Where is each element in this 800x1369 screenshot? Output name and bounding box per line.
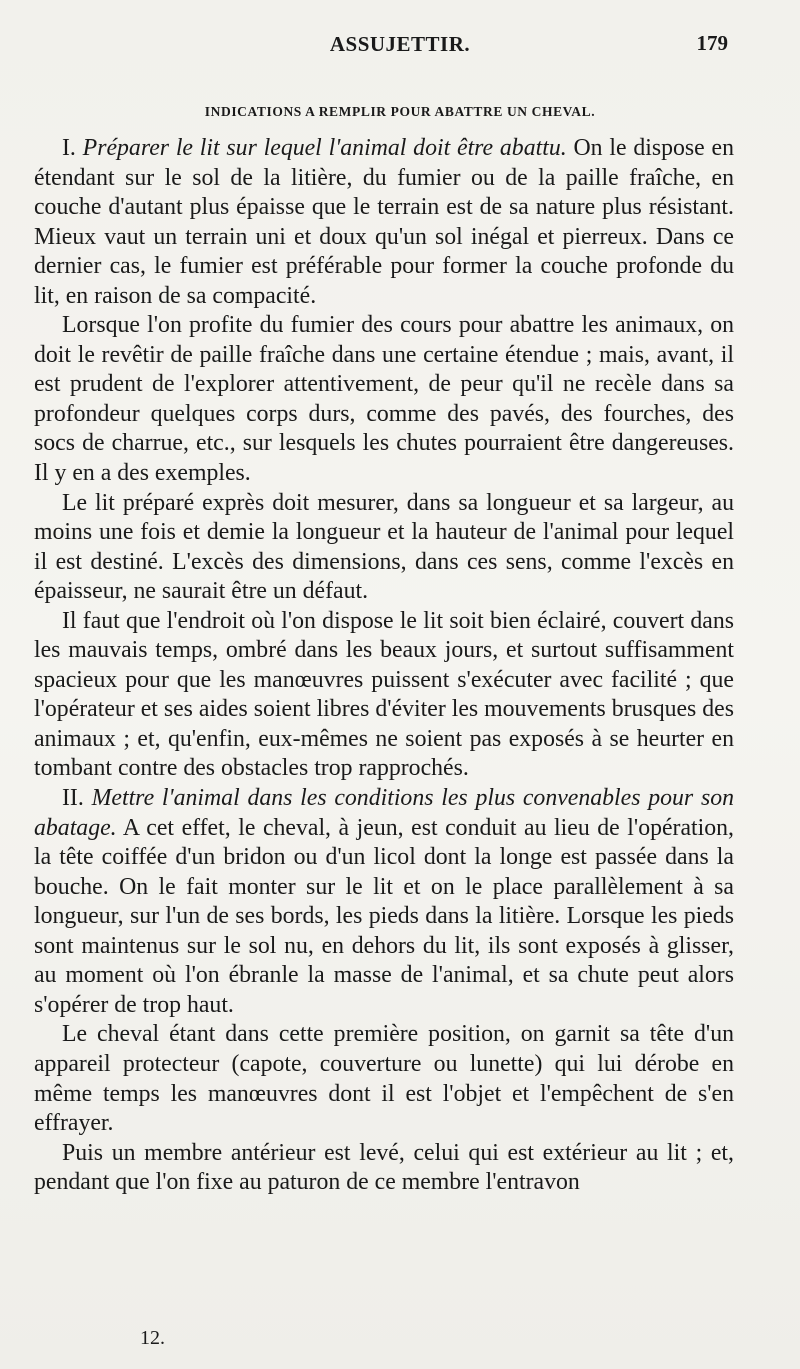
page-number: 179 [696,31,728,55]
paragraph-italic-heading: Préparer le lit sur lequel l'animal doit être abattu. [82,135,567,161]
paragraph-1 [34,134,734,311]
paragraph-text: A cet effet, le cheval, à jeun, est conduit au lieu de l'opération, la tête coiffée d'un bridon ou d'un licol dont la longe est passée dans la bouche. On le fait monter sur le lit et on le place parallèlement à sa longueur, sur l'un de ses bords, les pieds dans la litière. Lorsque les pieds sont maintenus sur le sol nu, en dehors du lit, ils sont exposés à glisser, au moment où l'on ébranle la masse de l'animal, et sa chute peut alors s'opérer de trop haut. [34,814,735,1018]
paragraph-6 [34,1020,734,1138]
section-heading: INDICATIONS A REMPLIR POUR ABATTRE UN CHEVAL. [204,104,596,119]
paragraph-text: On le dispose en étendant sur le sol de la litière, du fumier ou de la paille fraîche, en couche d'autant plus épaisse que le terrain est de sa nature plus résistant. Mieux vaut un terrain uni et doux qu'un sol inégal et pierreux. Dans ce dernier cas, le fumier est préférable pour former la couche profonde du lit, en raison de sa compacité. [34,135,734,309]
paragraph-2 [34,311,734,488]
paragraph-italic-heading: Mettre l'animal dans les conditions les plus convenables pour son abatage. [34,785,735,841]
signature-mark: 12. [140,1327,165,1349]
paragraph-text: Il faut que l'endroit où l'on dispose le lit soit bien éclairé, couvert dans les mauvais temps, ombré dans les beaux jours, et surtout suffisamment spacieux pour que les manœuvres puissent s'exécuter avec facilité ; que l'opérateur et ses aides soient libres d'éviter les mouvements brusques des animaux ; et, qu'enfin, eux-mêmes ne soient pas exposés à se heurter en tombant contre des obstacles trop rapprochés. [34,607,734,782]
paragraph-text: Lorsque l'on profite du fumier des cours pour abattre les animaux, on doit le revêtir de paille fraîche dans une certaine étendue ; mais, avant, il est prudent de l'explorer attentivement, de peur qu'il ne recèle dans sa profondeur quelques corps durs, comme des pavés, des fourches, des socs de charrue, etc., sur lesquels les chutes pourraient être dangereuses. Il y en a des exemples. [34,312,734,487]
paragraph-7 [34,1139,734,1198]
paragraph-lead: II. [62,785,84,812]
paragraph-lead: I. [62,135,76,161]
paragraph-text: Puis un membre antérieur est levé, celui qui est extérieur au lit ; et, pendant que l'on fixe au paturon de ce membre l'entravon [34,1139,734,1196]
running-head-title: ASSUJETTIR. [329,32,471,56]
paragraph-text: Le cheval étant dans cette première position, on garnit sa tête d'un appareil protecteur (capote, couverture ou lunette) qui lui dérobe en même temps les manœuvres dont il est l'objet et l'empêchent de s'en effrayer. [34,1021,734,1137]
paragraph-4 [34,607,734,784]
paragraph-5 [34,784,734,1020]
paragraph-text: Le lit préparé exprès doit mesurer, dans sa longueur et sa largeur, au moins une fois et demie la longueur et la hauteur de l'animal pour lequel il est destiné. L'excès des dimensions, dans ces sens, comme l'excès en épaisseur, ne saurait être un défaut. [34,489,734,605]
body-text [34,134,734,1198]
paragraph-3 [34,489,734,607]
